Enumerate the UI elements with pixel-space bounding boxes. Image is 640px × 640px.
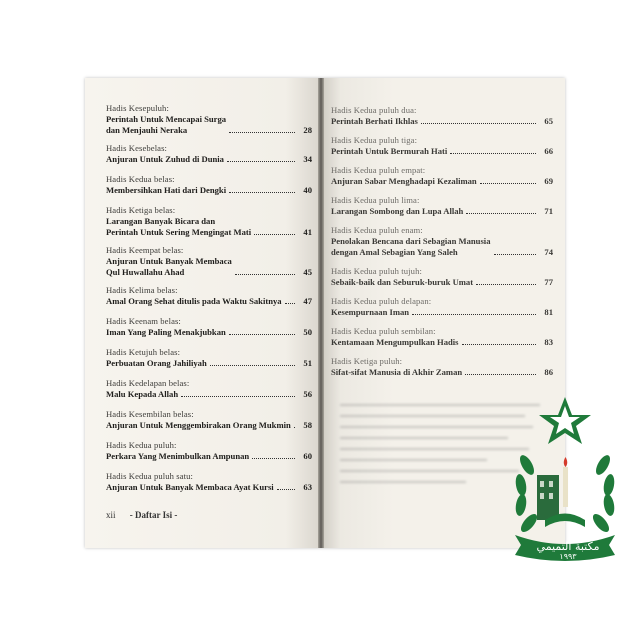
entry-heading: Hadis Kedua puluh sembilan:	[331, 326, 436, 336]
entry-title: Anjuran Untuk Banyak Membaca Qul Huwallahu Ahad	[106, 256, 232, 277]
toc-left-column	[106, 102, 312, 493]
entry-title: Sebaik-baik dan Seburuk-buruk Umat	[331, 277, 474, 287]
toc-entry	[106, 315, 312, 338]
entry-page-number: 28	[303, 125, 312, 135]
leader-dots	[466, 213, 536, 214]
entry-heading: Hadis Kedua puluh satu:	[106, 471, 194, 481]
entry-title: Perkara Yang Menimbulkan Ampunan	[106, 451, 250, 461]
entry-heading: Hadis Kedua puluh tujuh:	[331, 266, 422, 276]
leader-dots	[229, 192, 295, 193]
entry-title: Perintah Berhati Ikhlas	[331, 116, 418, 126]
toc-entry	[106, 439, 312, 462]
toc-right-column	[331, 104, 553, 378]
entry-page-number: 81	[544, 307, 553, 317]
leader-dots	[412, 314, 536, 315]
toc-entry	[106, 284, 312, 307]
entry-line[interactable]	[106, 358, 312, 369]
entry-line[interactable]	[106, 482, 312, 493]
toc-entry	[106, 204, 312, 238]
toc-entry	[106, 142, 312, 165]
entry-heading: Hadis Kedua puluh tiga:	[331, 135, 418, 145]
entry-title: Anjuran Untuk Banyak Membaca Ayat Kursi	[106, 482, 274, 492]
entry-page-number: 66	[544, 146, 553, 156]
toc-entry	[331, 265, 553, 288]
entry-heading: Hadis Kesembilan belas:	[106, 409, 194, 419]
entry-line[interactable]	[331, 206, 553, 217]
entry-page-number: 41	[303, 227, 312, 237]
leader-dots	[227, 161, 295, 162]
entry-line[interactable]	[106, 420, 312, 431]
entry-heading: Hadis Kedelapan belas:	[106, 378, 190, 388]
entry-line[interactable]	[106, 451, 312, 462]
entry-heading: Hadis Kedua puluh delapan:	[331, 296, 432, 306]
toc-entry	[331, 224, 553, 258]
leader-dots	[252, 458, 295, 459]
entry-title: Membersihkan Hati dari Dengki	[106, 185, 227, 195]
entry-line[interactable]	[106, 389, 312, 400]
toc-entry	[331, 104, 553, 127]
entry-heading: Hadis Ketiga belas:	[106, 205, 176, 215]
entry-page-number: 63	[303, 482, 312, 492]
leader-dots	[229, 132, 295, 133]
leader-dots	[235, 274, 295, 275]
entry-title: Malu Kepada Allah	[106, 389, 179, 399]
entry-heading: Hadis Kedua puluh:	[106, 440, 177, 450]
entry-page-number: 47	[303, 296, 312, 306]
entry-page-number: 83	[544, 337, 553, 347]
entry-line[interactable]	[331, 307, 553, 318]
entry-title: Anjuran Untuk Zuhud di Dunia	[106, 154, 224, 164]
entry-page-number: 74	[544, 247, 553, 257]
entry-title: Anjuran Sabar Menghadapi Kezaliman	[331, 176, 477, 186]
entry-title: Penolakan Bencana dari Sebagian Manusia dengan Amal Sebagian Yang Saleh	[331, 236, 491, 257]
entry-page-number: 77	[544, 277, 553, 287]
entry-page-number: 65	[544, 116, 553, 126]
toc-entry	[106, 346, 312, 369]
entry-page-number: 71	[544, 206, 553, 216]
leader-dots	[450, 153, 536, 154]
entry-line[interactable]	[331, 277, 553, 288]
leader-dots	[294, 427, 295, 428]
entry-title: Sifat-sifat Manusia di Akhir Zaman	[331, 367, 463, 377]
page-footer	[106, 510, 177, 520]
entry-heading: Hadis Kesebelas:	[106, 143, 168, 153]
book-gutter	[318, 78, 324, 548]
toc-entry	[106, 244, 312, 278]
entry-page-number: 50	[303, 327, 312, 337]
toc-entry	[106, 377, 312, 400]
entry-page-number: 51	[303, 358, 312, 368]
entry-page-number: 58	[303, 420, 312, 430]
entry-heading: Hadis Kedua puluh empat:	[331, 165, 426, 175]
toc-entry	[331, 164, 553, 187]
toc-entry	[331, 194, 553, 217]
entry-line[interactable]	[106, 185, 312, 196]
entry-title: Larangan Banyak Bicara dan Perintah Untuk Sering Mengingat Mati	[106, 216, 252, 237]
candle-icon	[563, 467, 568, 507]
leader-dots	[462, 344, 536, 345]
folio-number: xii	[106, 510, 116, 520]
entry-line[interactable]	[106, 327, 312, 338]
entry-line[interactable]	[106, 154, 312, 165]
entry-page-number: 45	[303, 267, 312, 277]
entry-title: Perintah Untuk Bermurah Hati	[331, 146, 448, 156]
entry-line[interactable]	[106, 296, 312, 307]
entry-heading: Hadis Keempat belas:	[106, 245, 184, 255]
leader-dots	[229, 334, 295, 335]
entry-line[interactable]	[331, 337, 553, 348]
logo-year: ١٩٩٣	[559, 552, 577, 561]
entry-page-number: 69	[544, 176, 553, 186]
entry-line[interactable]	[331, 367, 553, 378]
entry-title: Iman Yang Paling Menakjubkan	[106, 327, 226, 337]
toc-entry	[331, 355, 553, 378]
toc-entry	[106, 408, 312, 431]
leader-dots	[285, 303, 295, 304]
leader-dots	[476, 284, 536, 285]
leader-dots	[181, 396, 295, 397]
toc-entry	[331, 325, 553, 348]
entry-heading: Hadis Ketiga puluh:	[331, 356, 403, 366]
entry-heading: Hadis Kesepuluh:	[106, 103, 169, 113]
entry-title: Kentamaan Mengumpulkan Hadis	[331, 337, 459, 347]
entry-title: Perintah Untuk Mencapai Surga dan Menjauhi Neraka	[106, 114, 227, 135]
toc-entry	[106, 102, 312, 136]
entry-line[interactable]	[106, 256, 312, 278]
entry-line[interactable]	[331, 176, 553, 187]
entry-heading: Hadis Ketujuh belas:	[106, 347, 181, 357]
entry-page-number: 34	[303, 154, 312, 164]
entry-page-number: 40	[303, 185, 312, 195]
entry-heading: Hadis Keenam belas:	[106, 316, 181, 326]
entry-line[interactable]	[106, 114, 312, 136]
entry-line[interactable]	[331, 236, 553, 258]
entry-page-number: 56	[303, 389, 312, 399]
entry-title: Amal Orang Sehat ditulis pada Waktu Sakitnya	[106, 296, 282, 306]
entry-line[interactable]	[331, 146, 553, 157]
leader-dots	[465, 374, 536, 375]
entry-heading: Hadis Kelima belas:	[106, 285, 178, 295]
toc-entry	[106, 173, 312, 196]
section-label: - Daftar Isi -	[129, 510, 178, 520]
entry-title: Larangan Sombong dan Lupa Allah	[331, 206, 464, 216]
entry-title: Anjuran Untuk Menggembirakan Orang Mukmin	[106, 420, 291, 430]
leader-dots	[210, 365, 295, 366]
toc-entry	[331, 134, 553, 157]
entry-heading: Hadis Kedua puluh enam:	[331, 225, 423, 235]
entry-heading: Hadis Kedua puluh dua:	[331, 105, 417, 115]
entry-heading: Hadis Kedua belas:	[106, 174, 175, 184]
entry-title: Perbuatan Orang Jahiliyah	[106, 358, 207, 368]
entry-line[interactable]	[331, 116, 553, 127]
leader-dots	[494, 254, 537, 255]
logo-arabic-text: مكتبة التميمي	[536, 540, 600, 553]
leader-dots	[421, 123, 536, 124]
leader-dots	[480, 183, 536, 184]
entry-heading: Hadis Kedua puluh lima:	[331, 195, 420, 205]
leader-dots	[277, 489, 295, 490]
entry-title: Kesempurnaan Iman	[331, 307, 410, 317]
toc-entry	[106, 470, 312, 493]
leader-dots	[254, 234, 295, 235]
entry-page-number: 60	[303, 451, 312, 461]
toc-entry	[331, 295, 553, 318]
entry-line[interactable]	[106, 216, 312, 238]
entry-page-number: 86	[544, 367, 553, 377]
